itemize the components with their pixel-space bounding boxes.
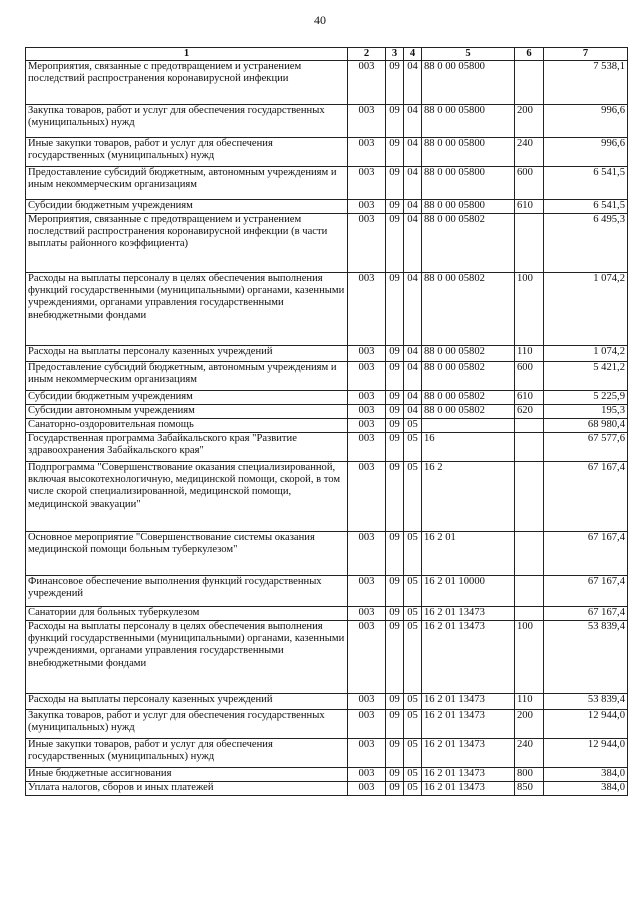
budget-table bbox=[25, 47, 628, 796]
grbs-code: 003 bbox=[348, 200, 386, 214]
table-row bbox=[26, 167, 628, 200]
section-code: 09 bbox=[386, 138, 404, 167]
table-row bbox=[26, 138, 628, 167]
grbs-code: 003 bbox=[348, 433, 386, 462]
section-code: 09 bbox=[386, 433, 404, 462]
amount: 67 167,4 bbox=[544, 462, 628, 532]
target-item-code bbox=[422, 419, 515, 433]
section-code: 09 bbox=[386, 105, 404, 138]
item-name: Закупка товаров, работ и услуг для обеспечения государственных (муниципальных) нужд bbox=[26, 105, 348, 138]
expense-type-code bbox=[515, 576, 544, 607]
subsection-code: 04 bbox=[404, 273, 422, 346]
section-code: 09 bbox=[386, 710, 404, 739]
item-name: Основное мероприятие "Совершенствование системы оказания медицинской помощи больным туберкулезом" bbox=[26, 532, 348, 576]
target-item-code: 88 0 00 05800 bbox=[422, 61, 515, 105]
expense-type-code: 110 bbox=[515, 694, 544, 710]
expense-type-code: 110 bbox=[515, 346, 544, 362]
table-row bbox=[26, 710, 628, 739]
section-code: 09 bbox=[386, 694, 404, 710]
section-code: 09 bbox=[386, 214, 404, 273]
table-row bbox=[26, 532, 628, 576]
subsection-code: 05 bbox=[404, 532, 422, 576]
grbs-code: 003 bbox=[348, 391, 386, 405]
subsection-code: 04 bbox=[404, 405, 422, 419]
grbs-code: 003 bbox=[348, 782, 386, 796]
target-item-code: 88 0 00 05800 bbox=[422, 138, 515, 167]
item-name: Иные бюджетные ассигнования bbox=[26, 768, 348, 782]
grbs-code: 003 bbox=[348, 532, 386, 576]
header-col-7: 7 bbox=[544, 48, 628, 61]
subsection-code: 04 bbox=[404, 362, 422, 391]
expense-type-code: 200 bbox=[515, 710, 544, 739]
amount: 1 074,2 bbox=[544, 273, 628, 346]
grbs-code: 003 bbox=[348, 362, 386, 391]
item-name: Мероприятия, связанные с предотвращением и устранением последствий распространения коронавирусной инфекции (в части выплаты районного коэффициента) bbox=[26, 214, 348, 273]
amount: 53 839,4 bbox=[544, 621, 628, 694]
grbs-code: 003 bbox=[348, 138, 386, 167]
section-code: 09 bbox=[386, 362, 404, 391]
subsection-code: 04 bbox=[404, 138, 422, 167]
amount: 67 167,4 bbox=[544, 532, 628, 576]
subsection-code: 05 bbox=[404, 419, 422, 433]
amount: 384,0 bbox=[544, 768, 628, 782]
item-name: Государственная программа Забайкальского края "Развитие здравоохранения Забайкальского края" bbox=[26, 433, 348, 462]
amount: 5 421,2 bbox=[544, 362, 628, 391]
expense-type-code bbox=[515, 433, 544, 462]
target-item-code: 16 2 01 13473 bbox=[422, 607, 515, 621]
expense-type-code: 600 bbox=[515, 362, 544, 391]
subsection-code: 05 bbox=[404, 782, 422, 796]
section-code: 09 bbox=[386, 346, 404, 362]
item-name: Субсидии бюджетным учреждениям bbox=[26, 391, 348, 405]
expense-type-code bbox=[515, 532, 544, 576]
table-row bbox=[26, 576, 628, 607]
target-item-code: 88 0 00 05802 bbox=[422, 362, 515, 391]
table-header bbox=[26, 48, 628, 61]
grbs-code: 003 bbox=[348, 768, 386, 782]
target-item-code: 88 0 00 05800 bbox=[422, 167, 515, 200]
table-row bbox=[26, 739, 628, 768]
grbs-code: 003 bbox=[348, 607, 386, 621]
target-item-code: 88 0 00 05802 bbox=[422, 214, 515, 273]
section-code: 09 bbox=[386, 576, 404, 607]
section-code: 09 bbox=[386, 462, 404, 532]
amount: 195,3 bbox=[544, 405, 628, 419]
item-name: Закупка товаров, работ и услуг для обеспечения государственных (муниципальных) нужд bbox=[26, 710, 348, 739]
amount: 67 577,6 bbox=[544, 433, 628, 462]
grbs-code: 003 bbox=[348, 105, 386, 138]
table-row bbox=[26, 362, 628, 391]
expense-type-code: 610 bbox=[515, 391, 544, 405]
item-name: Санатории для больных туберкулезом bbox=[26, 607, 348, 621]
table-row bbox=[26, 105, 628, 138]
header-col-3: 3 bbox=[386, 48, 404, 61]
table-row bbox=[26, 433, 628, 462]
item-name: Мероприятия, связанные с предотвращением и устранением последствий распространения коронавирусной инфекции bbox=[26, 61, 348, 105]
amount: 996,6 bbox=[544, 138, 628, 167]
grbs-code: 003 bbox=[348, 576, 386, 607]
item-name: Иные закупки товаров, работ и услуг для обеспечения государственных (муниципальных) нужд bbox=[26, 739, 348, 768]
amount: 384,0 bbox=[544, 782, 628, 796]
expense-type-code: 240 bbox=[515, 138, 544, 167]
expense-type-code: 200 bbox=[515, 105, 544, 138]
subsection-code: 04 bbox=[404, 391, 422, 405]
table-row bbox=[26, 621, 628, 694]
table-row bbox=[26, 607, 628, 621]
subsection-code: 05 bbox=[404, 462, 422, 532]
header-col-4: 4 bbox=[404, 48, 422, 61]
item-name: Финансовое обеспечение выполнения функций государственных учреждений bbox=[26, 576, 348, 607]
header-col-1: 1 bbox=[26, 48, 348, 61]
target-item-code: 16 2 01 bbox=[422, 532, 515, 576]
grbs-code: 003 bbox=[348, 739, 386, 768]
subsection-code: 04 bbox=[404, 214, 422, 273]
subsection-code: 04 bbox=[404, 200, 422, 214]
item-name: Субсидии бюджетным учреждениям bbox=[26, 200, 348, 214]
subsection-code: 04 bbox=[404, 167, 422, 200]
section-code: 09 bbox=[386, 768, 404, 782]
item-name: Расходы на выплаты персоналу казенных учреждений bbox=[26, 346, 348, 362]
amount: 1 074,2 bbox=[544, 346, 628, 362]
expense-type-code: 100 bbox=[515, 273, 544, 346]
target-item-code: 88 0 00 05800 bbox=[422, 200, 515, 214]
target-item-code: 16 2 01 10000 bbox=[422, 576, 515, 607]
amount: 12 944,0 bbox=[544, 710, 628, 739]
target-item-code: 88 0 00 05802 bbox=[422, 346, 515, 362]
target-item-code: 16 2 01 13473 bbox=[422, 694, 515, 710]
expense-type-code: 100 bbox=[515, 621, 544, 694]
grbs-code: 003 bbox=[348, 346, 386, 362]
section-code: 09 bbox=[386, 200, 404, 214]
target-item-code: 16 2 01 13473 bbox=[422, 739, 515, 768]
expense-type-code bbox=[515, 214, 544, 273]
table-row bbox=[26, 694, 628, 710]
subsection-code: 05 bbox=[404, 433, 422, 462]
header-col-2: 2 bbox=[348, 48, 386, 61]
target-item-code: 16 2 bbox=[422, 462, 515, 532]
grbs-code: 003 bbox=[348, 694, 386, 710]
amount: 12 944,0 bbox=[544, 739, 628, 768]
item-name: Уплата налогов, сборов и иных платежей bbox=[26, 782, 348, 796]
section-code: 09 bbox=[386, 607, 404, 621]
amount: 996,6 bbox=[544, 105, 628, 138]
expense-type-code: 850 bbox=[515, 782, 544, 796]
subsection-code: 05 bbox=[404, 694, 422, 710]
subsection-code: 04 bbox=[404, 105, 422, 138]
grbs-code: 003 bbox=[348, 167, 386, 200]
table-row bbox=[26, 419, 628, 433]
expense-type-code: 600 bbox=[515, 167, 544, 200]
amount: 67 167,4 bbox=[544, 576, 628, 607]
grbs-code: 003 bbox=[348, 61, 386, 105]
subsection-code: 05 bbox=[404, 576, 422, 607]
item-name: Расходы на выплаты персоналу в целях обеспечения выполнения функций государственными (муниципальными) органами, казенными учреждениями, органами управления государственными внебюджетными фондами bbox=[26, 621, 348, 694]
item-name: Предоставление субсидий бюджетным, автономным учреждениям и иным некоммерческим организациям bbox=[26, 167, 348, 200]
target-item-code: 16 2 01 13473 bbox=[422, 710, 515, 739]
amount: 5 225,9 bbox=[544, 391, 628, 405]
expense-type-code: 620 bbox=[515, 405, 544, 419]
grbs-code: 003 bbox=[348, 214, 386, 273]
table-row bbox=[26, 61, 628, 105]
subsection-code: 05 bbox=[404, 710, 422, 739]
table-row bbox=[26, 346, 628, 362]
table-row bbox=[26, 391, 628, 405]
item-name: Иные закупки товаров, работ и услуг для обеспечения государственных (муниципальных) нужд bbox=[26, 138, 348, 167]
expense-type-code bbox=[515, 61, 544, 105]
table-row bbox=[26, 214, 628, 273]
expense-type-code: 610 bbox=[515, 200, 544, 214]
target-item-code: 16 2 01 13473 bbox=[422, 782, 515, 796]
section-code: 09 bbox=[386, 739, 404, 768]
subsection-code: 05 bbox=[404, 607, 422, 621]
target-item-code: 16 bbox=[422, 433, 515, 462]
amount: 68 980,4 bbox=[544, 419, 628, 433]
item-name: Санаторно-оздоровительная помощь bbox=[26, 419, 348, 433]
section-code: 09 bbox=[386, 405, 404, 419]
grbs-code: 003 bbox=[348, 710, 386, 739]
target-item-code: 88 0 00 05802 bbox=[422, 405, 515, 419]
section-code: 09 bbox=[386, 391, 404, 405]
section-code: 09 bbox=[386, 621, 404, 694]
table-row bbox=[26, 405, 628, 419]
target-item-code: 88 0 00 05802 bbox=[422, 273, 515, 346]
table-row bbox=[26, 273, 628, 346]
subsection-code: 05 bbox=[404, 739, 422, 768]
amount: 53 839,4 bbox=[544, 694, 628, 710]
grbs-code: 003 bbox=[348, 419, 386, 433]
grbs-code: 003 bbox=[348, 405, 386, 419]
expense-type-code: 800 bbox=[515, 768, 544, 782]
item-name: Расходы на выплаты персоналу казенных учреждений bbox=[26, 694, 348, 710]
grbs-code: 003 bbox=[348, 273, 386, 346]
section-code: 09 bbox=[386, 273, 404, 346]
expense-type-code bbox=[515, 462, 544, 532]
grbs-code: 003 bbox=[348, 462, 386, 532]
target-item-code: 88 0 00 05800 bbox=[422, 105, 515, 138]
expense-type-code: 240 bbox=[515, 739, 544, 768]
section-code: 09 bbox=[386, 419, 404, 433]
table-row bbox=[26, 768, 628, 782]
expense-type-code bbox=[515, 607, 544, 621]
amount: 6 541,5 bbox=[544, 167, 628, 200]
header-col-5: 5 bbox=[422, 48, 515, 61]
item-name: Субсидии автономным учреждениям bbox=[26, 405, 348, 419]
table-row bbox=[26, 782, 628, 796]
section-code: 09 bbox=[386, 167, 404, 200]
table-row bbox=[26, 200, 628, 214]
header-row bbox=[26, 48, 628, 61]
grbs-code: 003 bbox=[348, 621, 386, 694]
subsection-code: 05 bbox=[404, 768, 422, 782]
table-body bbox=[26, 61, 628, 796]
target-item-code: 16 2 01 13473 bbox=[422, 621, 515, 694]
subsection-code: 04 bbox=[404, 346, 422, 362]
item-name: Расходы на выплаты персоналу в целях обеспечения выполнения функций государственными (муниципальными) органами, казенными учреждениями, органами управления государственными внебюджетными фондами bbox=[26, 273, 348, 346]
subsection-code: 04 bbox=[404, 61, 422, 105]
table-row bbox=[26, 462, 628, 532]
amount: 67 167,4 bbox=[544, 607, 628, 621]
subsection-code: 05 bbox=[404, 621, 422, 694]
item-name: Предоставление субсидий бюджетным, автономным учреждениям и иным некоммерческим организациям bbox=[26, 362, 348, 391]
amount: 6 495,3 bbox=[544, 214, 628, 273]
section-code: 09 bbox=[386, 532, 404, 576]
page-number: 40 bbox=[314, 13, 326, 27]
amount: 6 541,5 bbox=[544, 200, 628, 214]
amount: 7 538,1 bbox=[544, 61, 628, 105]
header-col-6: 6 bbox=[515, 48, 544, 61]
expense-type-code bbox=[515, 419, 544, 433]
target-item-code: 16 2 01 13473 bbox=[422, 768, 515, 782]
target-item-code: 88 0 00 05802 bbox=[422, 391, 515, 405]
section-code: 09 bbox=[386, 782, 404, 796]
section-code: 09 bbox=[386, 61, 404, 105]
item-name: Подпрограмма "Совершенствование оказания специализированной, включая высокотехнологичную, медицинской помощи, скорой, в том числе скорой специализированной, медицинской помощи, медицинской эвакуации" bbox=[26, 462, 348, 532]
